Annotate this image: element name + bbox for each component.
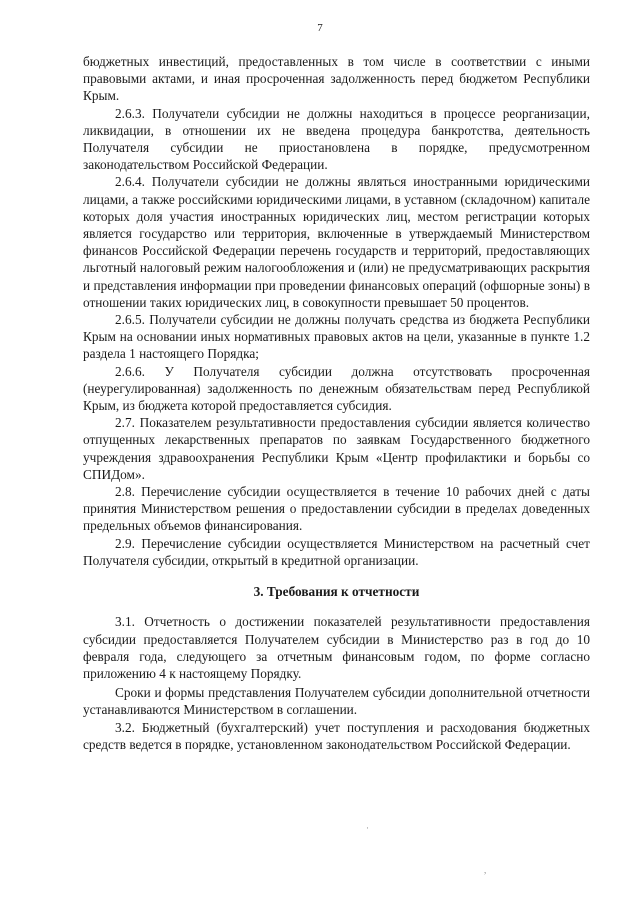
paragraph-3-1: 3.1. Отчетность о достижении показателей результативности предоставления субсидии предоставляется Получателем субсидии в Министерство раз в год до 10 февраля года, следующего за отчетным финансовым годом, по форме согласно приложению 4 к настоящему Порядку. [83, 614, 590, 681]
section-heading: 3. Требования к отчетности [253, 584, 420, 600]
scan-speck: · [366, 823, 369, 833]
page-number: 7 [317, 22, 323, 34]
paragraph-2-6-6: 2.6.6. У Получателя субсидии должна отсутствовать просроченная (неурегулированная) задолженность по денежным обязательствам перед Республикой Крым, из бюджета которой предоставляется субсидия. [83, 363, 590, 414]
scan-speck: , [484, 865, 487, 875]
paragraph-2-7: 2.7. Показателем результативности предоставления субсидии является количество отпущенных лекарственных препаратов по заявкам Государственного бюджетного учреждения здравоохранения Республики Крым «Центр профилактики и борьбы со СПИДом». [83, 415, 590, 482]
document-body [83, 53, 590, 753]
paragraph-2-6-3: 2.6.3. Получатели субсидии не должны находиться в процессе реорганизации, ликвидации, в отношении их не введена процедура банкротства, деятельность Получателя субсидии не приостановлена в порядке, предусмотренном законодательством Российской Федерации. [83, 105, 590, 173]
paragraph-2-8: 2.8. Перечисление субсидии осуществляется в течение 10 рабочих дней с даты принятия Министерством решения о предоставлении субсидии в пределах доведенных предельных объемов финансирования. [83, 484, 590, 534]
paragraph-continuation: бюджетных инвестиций, предоставленных в том числе в соответствии с иными правовыми актами, и иная просроченная задолженность перед бюджетом Республики Крым. [83, 54, 590, 104]
paragraph-3-1-additional: Сроки и формы представления Получателем субсидии дополнительной отчетности устанавливаются Министерством в соглашении. [83, 685, 590, 718]
paragraph-3-2: 3.2. Бюджетный (бухгалтерский) учет поступления и расходования бюджетных средств ведется в порядке, установленном законодательством Российской Федерации. [83, 719, 590, 752]
paragraph-2-9: 2.9. Перечисление субсидии осуществляется Министерством на расчетный счет Получателя субсидии, открытый в кредитной организации. [83, 535, 590, 568]
paragraph-2-6-4: 2.6.4. Получатели субсидии не должны являться иностранными юридическими лицами, а также российскими юридическими лицами, в уставном (складочном) капитале которых доля участия иностранных юридических лиц, местом регистрации которых является государство или территория, включенные в утверждаемый Министерством финансов Российской Федерации перечень государств и территорий, предоставляющих льготный налоговый режим налогообложения и (или) не предусматривающих раскрытия и представления информации при проведении финансовых операций (офшорные зоны) в отношении таких юридических лиц, в совокупности превышает 50 процентов. [83, 174, 590, 310]
paragraph-2-6-5: 2.6.5. Получатели субсидии не должны получать средства из бюджета Республики Крым на основании иных нормативных правовых актов на цели, указанные в пункте 1.2 раздела 1 настоящего Порядка; [83, 312, 590, 362]
